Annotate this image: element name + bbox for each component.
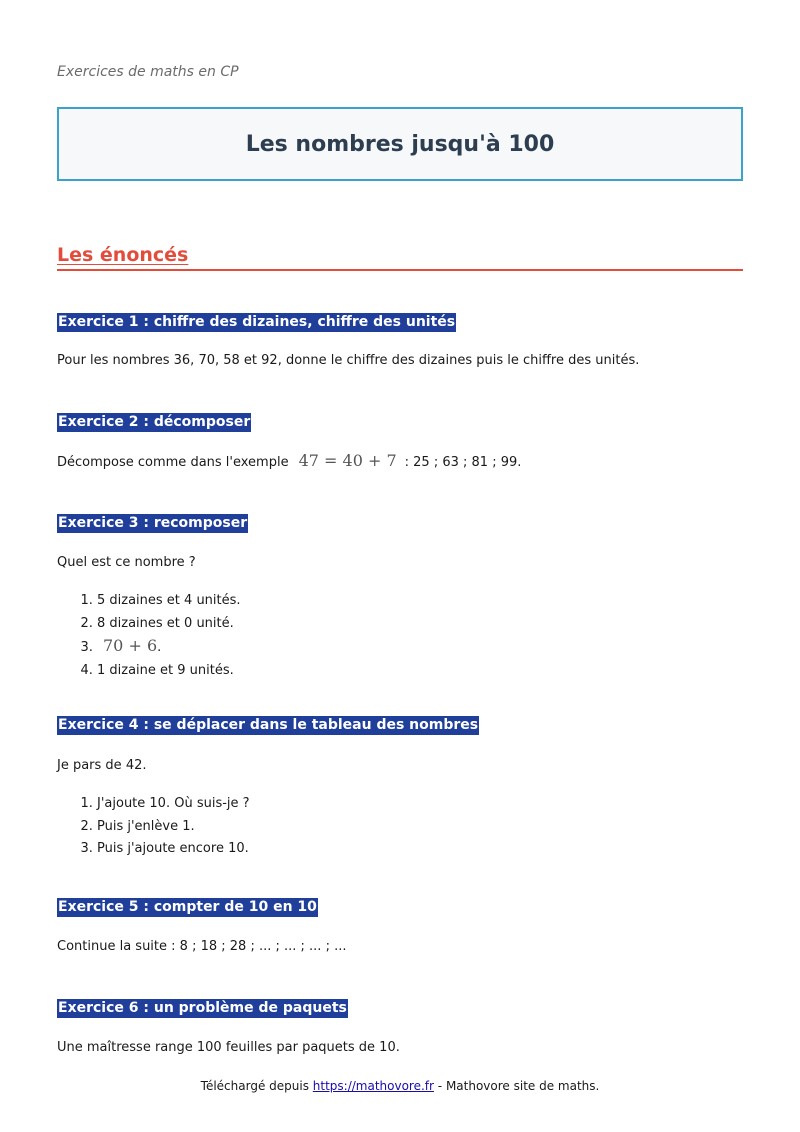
exercise-6-text: Une maîtresse range 100 feuilles par paquets de 10. <box>57 1040 400 1055</box>
document-subtitle: Exercices de maths en CP <box>57 64 239 80</box>
exercise-2-math-example: 47 = 40 + 7 <box>298 451 397 470</box>
exercise-1-text: Pour les nombres 36, 70, 58 et 92, donne le chiffre des dizaines puis le chiffre des unités. <box>57 353 640 368</box>
footer-suffix: - Mathovore site de maths. <box>437 1079 600 1093</box>
exercise-2-text-before: Décompose comme dans l'exemple <box>57 455 289 470</box>
section-heading-text: Les énoncés <box>57 244 189 266</box>
page-title: Les nombres jusqu'à 100 <box>245 131 555 157</box>
exercise-6-title: Exercice 6 : un problème de paquets <box>58 1000 347 1016</box>
footer-link[interactable]: https://mathovore.fr <box>312 1079 434 1093</box>
list-item: 3. Puis j'ajoute encore 10. <box>97 838 250 861</box>
title-box <box>57 107 743 181</box>
exercise-4-text: Je pars de 42. <box>57 758 147 773</box>
exercise-3-title: Exercice 3 : recomposer <box>58 515 248 531</box>
list-item: 1. J'ajoute 10. Où suis-je ? <box>97 793 250 816</box>
section-heading <box>57 244 743 271</box>
list-item: 2. 8 dizaines et 0 unité. <box>97 613 241 636</box>
exercise-2-title: Exercice 2 : décomposer <box>58 414 251 430</box>
exercise-3-text: Quel est ce nombre ? <box>57 555 196 570</box>
exercise-5-title: Exercice 5 : compter de 10 en 10 <box>58 899 317 915</box>
exercise-4-list <box>57 793 250 861</box>
page-footer <box>0 1079 800 1093</box>
exercise-2-text-after: : 25 ; 63 ; 81 ; 99. <box>404 455 522 470</box>
exercise-1-title: Exercice 1 : chiffre des dizaines, chiffre des unités <box>58 314 456 330</box>
list-item: 1. 5 dizaines et 4 unités. <box>97 590 241 613</box>
list-item: 2. Puis j'enlève 1. <box>97 816 250 839</box>
exercise-4-title: Exercice 4 : se déplacer dans le tableau des nombres <box>58 717 479 733</box>
exercise-2-text <box>57 452 521 471</box>
exercise-5-text: Continue la suite : 8 ; 18 ; 28 ; ... ; ... ; ... ; ... <box>57 939 347 954</box>
exercise-3-math-item: 70 + 6 <box>103 636 158 655</box>
list-item: 3. 70 + 6. <box>97 635 241 660</box>
list-item: 4. 1 dizaine et 9 unités. <box>97 660 241 683</box>
exercise-3-list <box>57 590 241 682</box>
footer-prefix: Téléchargé depuis <box>200 1079 309 1093</box>
